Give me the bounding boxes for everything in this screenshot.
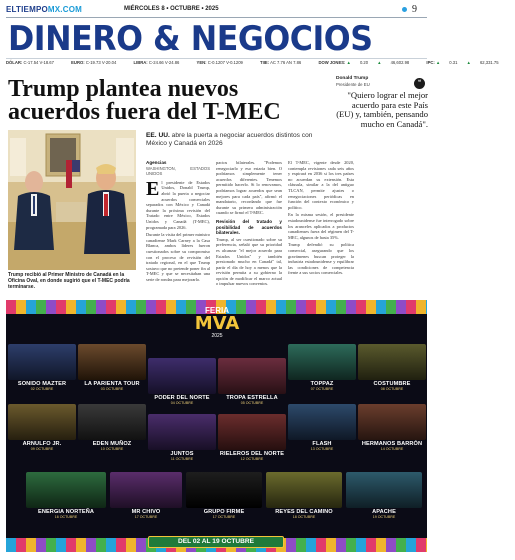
paragraph: En la misma sesión, el presidente estadounidense fue interrogado sobre los aranceles aplicados a productos canadienses fuera del régimen del T-MEC, algunos de hasta 35%. <box>288 212 354 240</box>
ticker-item-euro: EURO: C-19.73 V-20.04 <box>71 60 117 65</box>
feria-logo: FERIA MVA 2025 <box>194 306 240 339</box>
act-card[interactable]: APACHE 19 OCTUBRE <box>346 472 422 519</box>
trend-up-icon: ▲ <box>377 60 382 65</box>
act-card[interactable]: GRUPO FIRME 17 OCTUBRE <box>186 472 262 519</box>
ticker-item-libra: LIBRA: C-24.66 V-24.86 <box>133 60 180 65</box>
market-ticker <box>6 58 499 66</box>
photo-caption: Trump recibió al Primer Ministro de Canadá en la Oficina Oval, en donde sugirió que el T-MEC podría terminarse. <box>8 272 130 290</box>
bullet-icon <box>402 7 407 12</box>
quote-icon: ❝ <box>414 78 425 89</box>
act-photo <box>148 414 216 450</box>
top-line <box>6 4 427 18</box>
ticker-item-tiie: TIIE: AC 7.76 AN 7.86 <box>260 60 302 65</box>
act-photo <box>78 344 146 380</box>
paragraph: Durante la visita del primer ministro canadiense Mark Carney a la Casa Blanca, ambos líderes fueron cuestionados sobre su compromiso con el proceso de revisión del tratado regional, en el que Trump sostuvo que no pretende poner fin al T-MEC y que se necesitaban una serie de rondas para mejorarlo. <box>146 232 211 282</box>
article-column-2 <box>216 160 282 289</box>
act-card[interactable]: RIELEROS DEL NORTE 12 OCTUBRE <box>218 414 286 461</box>
byline-agency: Agencias <box>146 160 167 165</box>
ticker-item-dow: DOW JONES: ▲ 0.20 ▲ 46,602.98 <box>318 60 410 65</box>
act-card[interactable]: REYES DEL CAMINO 18 OCTUBRE <box>266 472 342 519</box>
ticker-item-ipc: IPC: ▲ 0.31 ▲ 62,331.75 <box>426 60 499 65</box>
subheading: Revisión del tratado y posibilidad de acuerdos bilaterales. <box>216 218 282 236</box>
paragraph: Trump, al ser cuestionado sobre su preferencia, señaló que su prioridad es alcanzar "el mejor acuerdo para Estados Unidos" y también presionado mucho en Canadá" tal, partir el día de hoy a menos que la revisión permita a su gobierno la opción de modificar el marco actual o impulsar nuevos convenios. <box>216 236 282 287</box>
act-photo <box>358 344 426 380</box>
act-card[interactable]: ENERGIA NORTEÑA 16 OCTUBRE <box>26 472 106 519</box>
quote-author: Donald Trump <box>336 76 369 81</box>
act-card[interactable]: LA PARIENTA TOUR 03 OCTUBRE <box>78 344 146 391</box>
act-photo <box>288 344 356 380</box>
act-photo <box>8 344 76 380</box>
article-headline[interactable]: Trump plantea nuevos acuerdos fuera del T-MEC <box>8 76 281 125</box>
act-card[interactable]: ARNULFO JR. 09 OCTUBRE <box>8 404 76 451</box>
act-card[interactable]: TROPA ESTRELLA 05 OCTUBRE <box>218 358 286 405</box>
trend-up-icon: ▲ <box>466 60 471 65</box>
act-card[interactable]: EDEN MUÑOZ 10 OCTUBRE <box>78 404 146 451</box>
act-photo <box>288 404 356 440</box>
act-card[interactable]: HERMANOS BARRÓN 14 OCTUBRE <box>358 404 426 451</box>
oval-office-photo <box>8 130 136 270</box>
act-card[interactable]: MR CHIVO 17 OCTUBRE <box>110 472 182 519</box>
ticker-item-dolar: DÓLAR: C-17.54 V-18.67 <box>6 60 54 65</box>
trend-up-icon: ▲ <box>346 60 351 65</box>
act-photo <box>78 404 146 440</box>
page-number: 9 <box>412 4 417 15</box>
act-card[interactable]: PODER DEL NORTE 04 OCTUBRE <box>148 358 216 405</box>
brand-logo[interactable]: ELTIEMPOMX.COM <box>6 5 82 14</box>
dateline: MIÉRCOLES 8 • OCTUBRE • 2025 <box>124 6 219 12</box>
act-card[interactable]: COSTUMBRE 08 OCTUBRE <box>358 344 426 391</box>
quote-text: "Quiero lograr el mejor acuerdo para este País (EU) y, también, pensando mucho en Canadá". <box>336 90 428 129</box>
act-photo <box>148 358 216 394</box>
act-card[interactable]: JUNTOS 11 OCTUBRE <box>148 414 216 461</box>
act-photo <box>266 472 342 508</box>
paragraph: pactos bilaterales. "Podemos renegociarlo y eso estaría bien. O podríamos simplemente tener acuerdos diferentes. Tenemos permitido hacerlo. Si lo renovamos, podríamos lograr acuerdos que sean mejores para cada país", afirmó el mandatario, recordando que fue durante su primera administración cuando se firmó el T-MEC. <box>216 160 282 216</box>
byline-location: WASHINGTON, ESTADOS UNIDOS <box>146 165 210 177</box>
act-photo <box>8 404 76 440</box>
paragraph: El presidente de Estados Unidos, Donald Trump, abrió la puerta a negociar acuerdos comerciales separados con México y Canadá durante la próxima revisión del Tratado entre México, Estados Unidos y Canadá (T-MEC), programada para 2026. <box>146 177 210 230</box>
article-column-3 <box>288 160 354 278</box>
act-photo <box>186 472 262 508</box>
quote-role: Presidente de EU <box>336 82 370 87</box>
article-column-1 <box>146 160 210 284</box>
paragraph: El T-MEC, vigente desde 2020, contempla revisiones cada seis años y expirará en 2036 si los tres países no acuerdan su extensión. Esta cláusula, similar a la del antiguo TLCAN, permite ajustes o renegociaciones periódicas en función del contexto económico y político. <box>288 160 354 210</box>
article-lead: EE. UU. abre la puerta a negociar acuerdos distintos con México y Canadá en 2026 <box>146 132 313 147</box>
section-title: DINERO & NEGOCIOS <box>8 19 373 59</box>
act-photo <box>110 472 182 508</box>
feria-dates: DEL 02 AL 19 OCTUBRE <box>148 536 284 548</box>
dropcap: E <box>146 177 160 200</box>
article-photo[interactable] <box>8 130 136 270</box>
masthead <box>0 0 433 59</box>
act-photo <box>218 414 286 450</box>
act-photo <box>26 472 106 508</box>
act-card[interactable]: FLASH 13 OCTUBRE <box>288 404 356 451</box>
act-photo <box>346 472 422 508</box>
act-card[interactable]: TOPPAZ 07 OCTUBRE <box>288 344 356 391</box>
feria-mva-advertisement[interactable] <box>6 300 427 552</box>
pull-quote <box>336 76 428 129</box>
act-photo <box>218 358 286 394</box>
paragraph: Trump defendió su política comercial, asegurando que los gravámenes buscan proteger la industria estadounidense y equilibrar las condiciones de competencia frente a sus socios comerciales. <box>288 242 354 276</box>
ticker-item-yen: YEN: C-0.1207 V-0.1209 <box>196 60 243 65</box>
trend-up-icon: ▲ <box>435 60 441 65</box>
act-card[interactable]: SONIDO MAZTER 02 OCTUBRE <box>8 344 76 391</box>
act-photo <box>358 404 426 440</box>
